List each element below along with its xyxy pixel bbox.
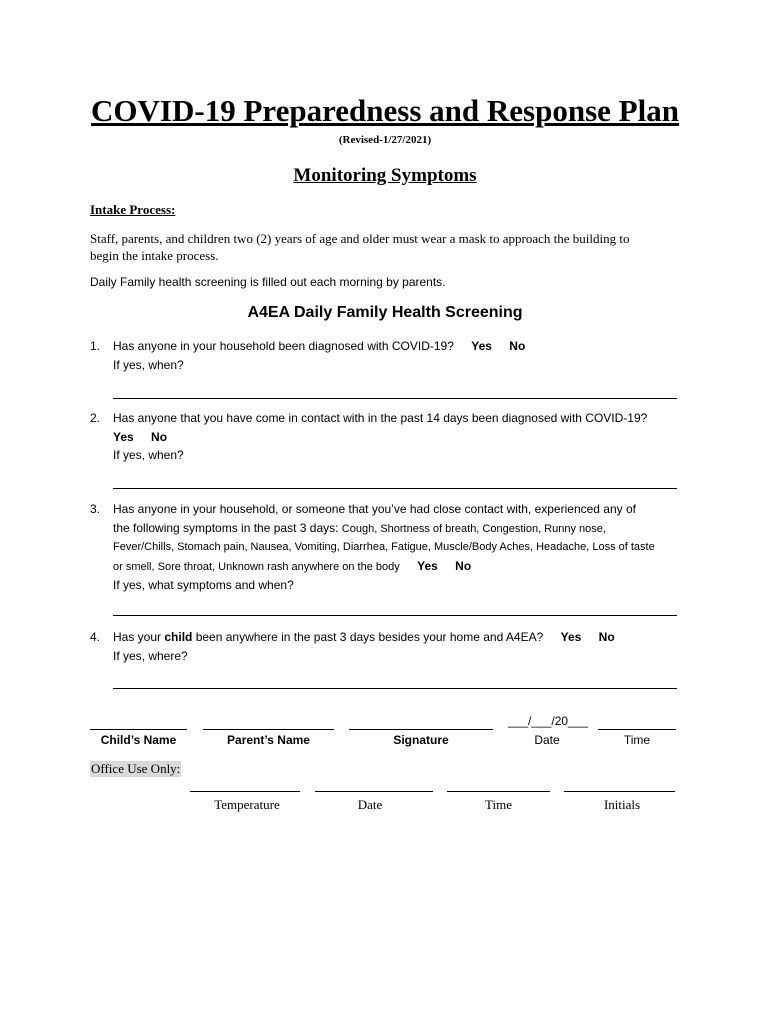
parent-name-line[interactable] [203, 729, 334, 730]
question-text-line [113, 519, 680, 539]
temperature-label: Temperature [214, 797, 280, 812]
initials-line[interactable] [564, 791, 675, 792]
question-2 [90, 409, 680, 465]
question-text-line [113, 337, 680, 356]
followup-text: If yes, where? [113, 648, 188, 663]
question-3 [90, 500, 680, 595]
question-text-line [113, 557, 680, 577]
symptom-list: Cough, Shortness of breath, Congestion, Runny nose, [341, 522, 606, 535]
document-title: COVID-19 Preparedness and Response Plan [91, 93, 679, 128]
parent-name-label: Parent’s Name [227, 733, 310, 747]
no-option[interactable]: No [598, 630, 615, 644]
revision-date: (Revised-1/27/2021) [338, 134, 432, 146]
followup-text: If yes, when? [113, 448, 184, 462]
question-text-part: Has your [113, 630, 165, 644]
child-name-line[interactable] [90, 729, 187, 730]
signature-label: Signature [393, 733, 449, 747]
time-label: Time [623, 733, 651, 747]
question-text-part: been anywhere in the past 3 days besides your home and A4EA? [192, 630, 544, 644]
no-option[interactable]: No [455, 558, 472, 573]
office-time-label: Time [485, 797, 512, 812]
yes-option[interactable]: Yes [471, 339, 492, 353]
form-title: A4EA Daily Family Health Screening [247, 304, 523, 321]
question-number: 2. [90, 411, 101, 425]
intake-text-line: begin the intake process. [90, 248, 219, 263]
yes-option[interactable]: Yes [417, 558, 438, 573]
date-label: Date [534, 733, 560, 747]
section-heading: Monitoring Symptoms [293, 165, 477, 186]
daily-note: Daily Family health screening is filled out each morning by parents. [90, 275, 446, 289]
yes-option[interactable]: Yes [113, 429, 134, 444]
answer-line-2[interactable] [113, 488, 677, 489]
symptom-list: Fever/Chills, Stomach pain, Nausea, Vomiting, Diarrhea, Fatigue, Muscle/Body Aches, Headache, Loss of taste [113, 541, 655, 553]
office-time-line[interactable] [447, 791, 550, 792]
temperature-line[interactable] [190, 791, 300, 792]
followup-text: If yes, what symptoms and when? [113, 578, 294, 592]
question-text: Has anyone that you have come in contact with in the past 14 days been diagnosed with COVID-19? [113, 411, 648, 425]
question-number: 1. [90, 339, 101, 353]
question-text-line: Has anyone in your household, or someone that you’ve had close contact with, experienced any of [113, 502, 636, 516]
intake-text-line: Staff, parents, and children two (2) years of age and older must wear a mask to approach the building to [90, 231, 630, 246]
followup-text: If yes, when? [113, 357, 184, 372]
yes-no-line [113, 428, 680, 447]
office-use-label: Office Use Only: [91, 761, 181, 776]
question-text-part: the following symptoms in the past 3 days: [113, 520, 342, 535]
child-name-label: Child’s Name [100, 733, 177, 747]
symptom-list: or smell, Sore throat, Unknown rash anywhere on the body [113, 560, 400, 573]
signature-line[interactable] [349, 729, 493, 730]
yes-option[interactable]: Yes [560, 630, 582, 644]
time-line[interactable] [598, 729, 676, 730]
no-option[interactable]: No [509, 339, 526, 353]
question-4 [90, 628, 680, 665]
answer-line-1[interactable] [113, 398, 677, 399]
answer-line-4[interactable] [113, 688, 677, 689]
initials-label: Initials [603, 797, 641, 812]
date-field[interactable]: ___/___/20___ [508, 714, 589, 728]
question-text: Has anyone in your household been diagnosed with COVID-19? [113, 339, 454, 353]
answer-line-3[interactable] [113, 615, 677, 616]
question-number: 3. [90, 502, 101, 516]
office-date-line[interactable] [315, 791, 433, 792]
question-text-line [113, 628, 680, 647]
intake-heading: Intake Process: [90, 202, 176, 217]
question-number: 4. [90, 630, 101, 644]
office-date-label: Date [357, 797, 383, 812]
intake-text [90, 230, 680, 264]
no-option[interactable]: No [151, 429, 168, 444]
question-1 [90, 337, 680, 374]
question-text-emphasis: child [164, 630, 193, 644]
